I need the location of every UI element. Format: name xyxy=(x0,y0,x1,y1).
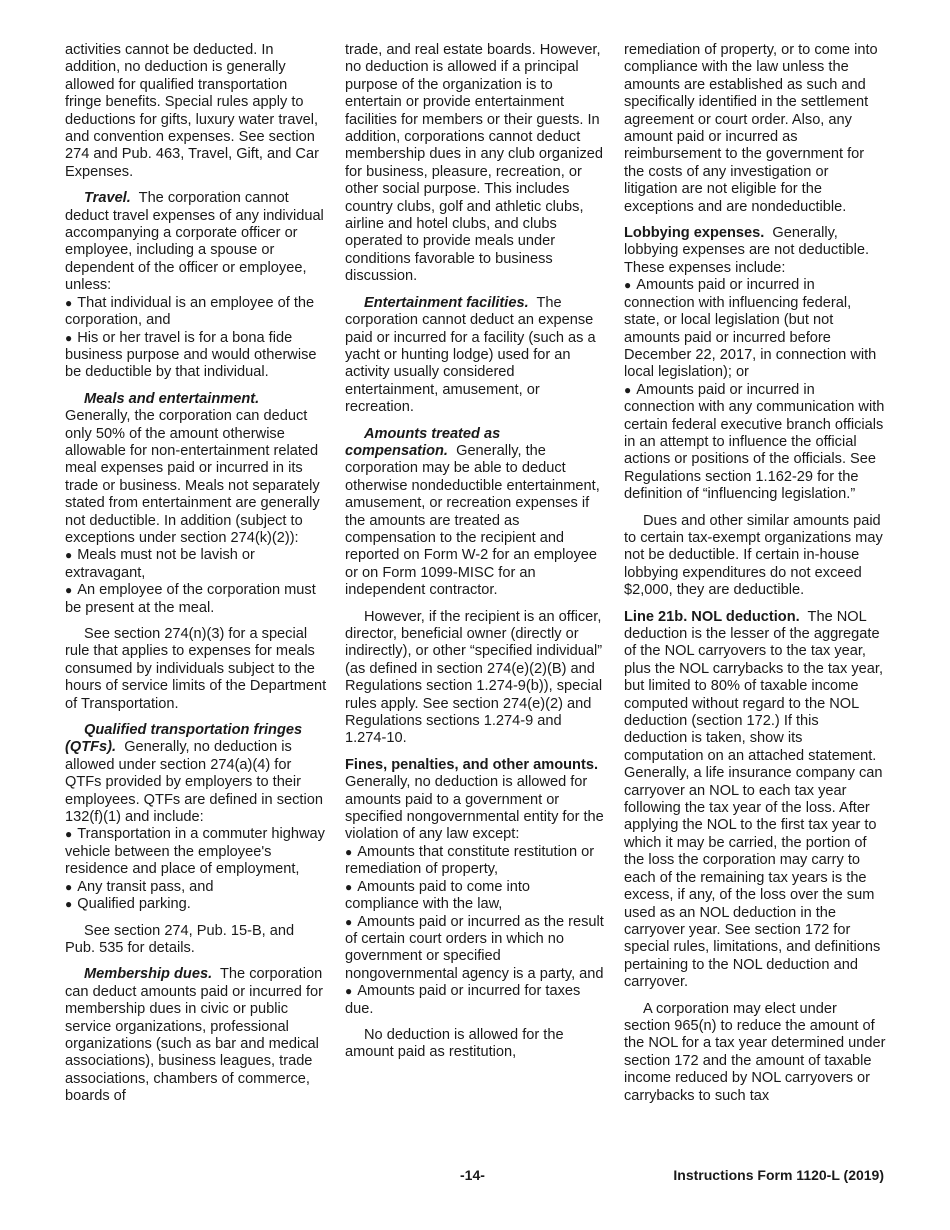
list-item: ● Any transit pass, and xyxy=(65,878,214,895)
heading-meals: Meals and entertainment. xyxy=(84,390,260,407)
paragraph-nol: Line 21b. NOL deduction. The NOL deduction is the lesser of the aggregate of the NOL carryovers to the tax year, plus the NOL carrybacks to the tax year, but limited to 80% of taxable income computed without regard to the NOL deduction (section 172.) If this deduction is taken, show its computation on an attached statement. Generally, a life insurance company can carryover an NOL to each tax year following the tax year of the loss. After applying the NOL to the first tax year to which it may be carried, the portion of the loss the corporation may carry to each of the remaining tax years is the excess, if any, of the loss over the sum used as an NOL deduction in the carryover year. See section 172 for special rules, limitations, and definitions pertaining to the NOL deduction and carryover. xyxy=(624,608,884,991)
list-item: ● Amounts paid or incurred for taxes due. xyxy=(345,983,581,1017)
bullet-icon: ● xyxy=(345,879,353,894)
paragraph: A corporation may elect under section 965(n) to reduce the amount of the NOL for a tax year determined under section 172 and the amount of taxable income reduced by NOL carryovers or carrybacks to such tax xyxy=(624,1000,886,1104)
bullet-icon: ● xyxy=(65,827,73,842)
list-item: ● Amounts paid to come into compliance with the law, xyxy=(345,878,531,913)
paragraph-compensation: Amounts treated as compensation. Generally, the corporation may be able to deduct otherwise nondeductible entertainment, amusement, or recreation expenses if the amounts are treated as compensation to the recipient and reported on Form W-2 for an employee or on Form 1099-MISC for an independent contractor. xyxy=(345,425,600,599)
list-item: ● Qualified parking. xyxy=(65,896,191,913)
column-3 xyxy=(624,42,886,1114)
bullet-icon: ● xyxy=(65,548,73,563)
heading-entertainment: Entertainment facilities. xyxy=(364,294,529,311)
bullet-icon: ● xyxy=(65,295,73,310)
paragraph-fines: Fines, penalties, and other amounts. Generally, no deduction is allowed for amounts paid to a government or specified nongovernmental entity for the violation of any law except: xyxy=(345,756,604,843)
heading-qtf: Qualified transportation fringes (QTFs). xyxy=(65,722,303,756)
paragraph-entertainment: Entertainment facilities. The corporation cannot deduct an expense paid or incurred for a facility (such as a yacht or hunting lodge) used for an activity usually considered entertainment, amusement, or recreation. xyxy=(345,294,596,416)
heading-fines: Fines, penalties, and other amounts. xyxy=(345,756,599,773)
heading-nol: Line 21b. NOL deduction. xyxy=(624,608,800,625)
list-item: ● Amounts paid or incurred in connection with influencing federal, state, or local legislation (but not amounts paid or incurred before December 22, 2017, in connection with local legislation); or xyxy=(624,277,877,381)
paragraph: See section 274(n)(3) for a special rule that applies to expenses for meals consumed by individuals subject to the hours of service limits of the Department of Transportation. xyxy=(65,626,327,712)
heading-lobbying: Lobbying expenses. xyxy=(624,225,765,242)
bullet-icon: ● xyxy=(345,914,353,929)
paragraph: remediation of property, or to come into compliance with the law unless the amounts are established as such and specifically identified in the settlement agreement or court order. Also, any amount paid or incurred as reimbursement to the government for the costs of any investigation or litigation are not eligible for the exceptions and are nondeductible. xyxy=(624,42,878,215)
bullet-icon: ● xyxy=(345,844,353,859)
paragraph-meals: Meals and entertainment. Generally, the corporation can deduct only 50% of the amount otherwise allowable for non-entertainment related meal expenses paid or incurred in its trade or business. Meals not separately stated from entertainment are generally not deductible. In addition (subject to exceptions under section 274(k)(2)): xyxy=(65,390,320,546)
bullet-icon: ● xyxy=(624,278,632,293)
paragraph: No deduction is allowed for the amount paid as restitution, xyxy=(345,1026,564,1061)
heading-dues: Membership dues. xyxy=(84,966,213,983)
form-title: Instructions Form 1120-L (2019) xyxy=(673,1167,884,1183)
heading-travel: Travel. xyxy=(84,190,131,207)
bullet-icon: ● xyxy=(65,583,73,598)
column-1 xyxy=(65,42,327,1115)
paragraph: However, if the recipient is an officer, director, beneficial owner (directly or indirectly), or other “specified individual” (as defined in section 274(e)(2)(B) and Regulations section 1.274-9(b)), special rules apply. See section 274(e)(2) and Regulations sections 1.274-9 and 1.274-10. xyxy=(345,608,603,747)
list-item: ● Amounts paid or incurred as the result of certain court orders in which no government or specified nongovernmental agency is a party, and xyxy=(345,913,604,982)
list-item: ● Meals must not be lavish or extravagant, xyxy=(65,547,255,581)
list-item: ● His or her travel is for a bona fide business purpose and would otherwise be deductible by that individual. xyxy=(65,329,317,381)
bullet-icon: ● xyxy=(624,382,632,397)
bullet-icon: ● xyxy=(345,984,353,999)
paragraph: Dues and other similar amounts paid to certain tax-exempt organizations may not be deductible. If certain in-house lobbying expenditures do not exceed $2,000, they are deductible. xyxy=(624,512,883,599)
paragraph: activities cannot be deducted. In addition, no deduction is generally allowed for qualified transportation fringe benefits. Special rules apply to deductions for gifts, luxury water travel, and convention expenses. See section 274 and Pub. 463, Travel, Gift, and Car Expenses. xyxy=(65,42,319,180)
paragraph-travel: Travel. The corporation cannot deduct travel expenses of any individual accompanying a corporate officer or employee, including a spouse or dependent of the officer or employee, unless: xyxy=(65,190,324,294)
bullet-icon: ● xyxy=(65,330,73,345)
bullet-icon: ● xyxy=(65,879,73,894)
list-item: ● Amounts paid or incurred in connection with any communication with certain federal executive branch officials in an attempt to influence the official actions or positions of the officials. See Regulations section 1.162-29 for the definition of “influencing legislation.” xyxy=(624,381,885,503)
list-item: ● That individual is an employee of the corporation, and xyxy=(65,294,315,329)
paragraph: trade, and real estate boards. However, no deduction is allowed if a principal purpose of the organization is to entertain or provide entertainment facilities for members or their guests. In addition, corporations cannot deduct membership dues in any club organized for business, pleasure, recreation, or other social purpose. This includes country clubs, golf and athletic clubs, airline and hotel clubs, and clubs operated to provide meals under conditions favorable to business discussion. xyxy=(345,42,603,285)
list-item: ● Amounts that constitute restitution or remediation of property, xyxy=(345,843,595,878)
page-number: -14- xyxy=(460,1167,485,1183)
column-2 xyxy=(345,42,607,1071)
list-item: ● An employee of the corporation must be present at the meal. xyxy=(65,582,316,616)
heading-compensation: Amounts treated as compensation. xyxy=(345,425,501,459)
paragraph-dues: Membership dues. The corporation can deduct amounts paid or incurred for membership dues in civic or public service organizations, professional organizations (such as bar and medical associations), business leagues, trade associations, chambers of commerce, boards of xyxy=(65,966,323,1105)
bullet-icon: ● xyxy=(65,897,73,912)
paragraph: See section 274, Pub. 15-B, and Pub. 535 for details. xyxy=(65,922,295,956)
list-item: ● Transportation in a commuter highway vehicle between the employee's residence and place of employment, xyxy=(65,826,325,878)
paragraph-qtf: Qualified transportation fringes (QTFs). Generally, no deduction is allowed under section 274(a)(4) for QTFs provided by employers to their employees. QTFs are defined in section 132(f)(1) and include: xyxy=(65,722,323,826)
paragraph-lobbying: Lobbying expenses. Generally, lobbying expenses are not deductible. These expenses include: xyxy=(624,225,870,276)
